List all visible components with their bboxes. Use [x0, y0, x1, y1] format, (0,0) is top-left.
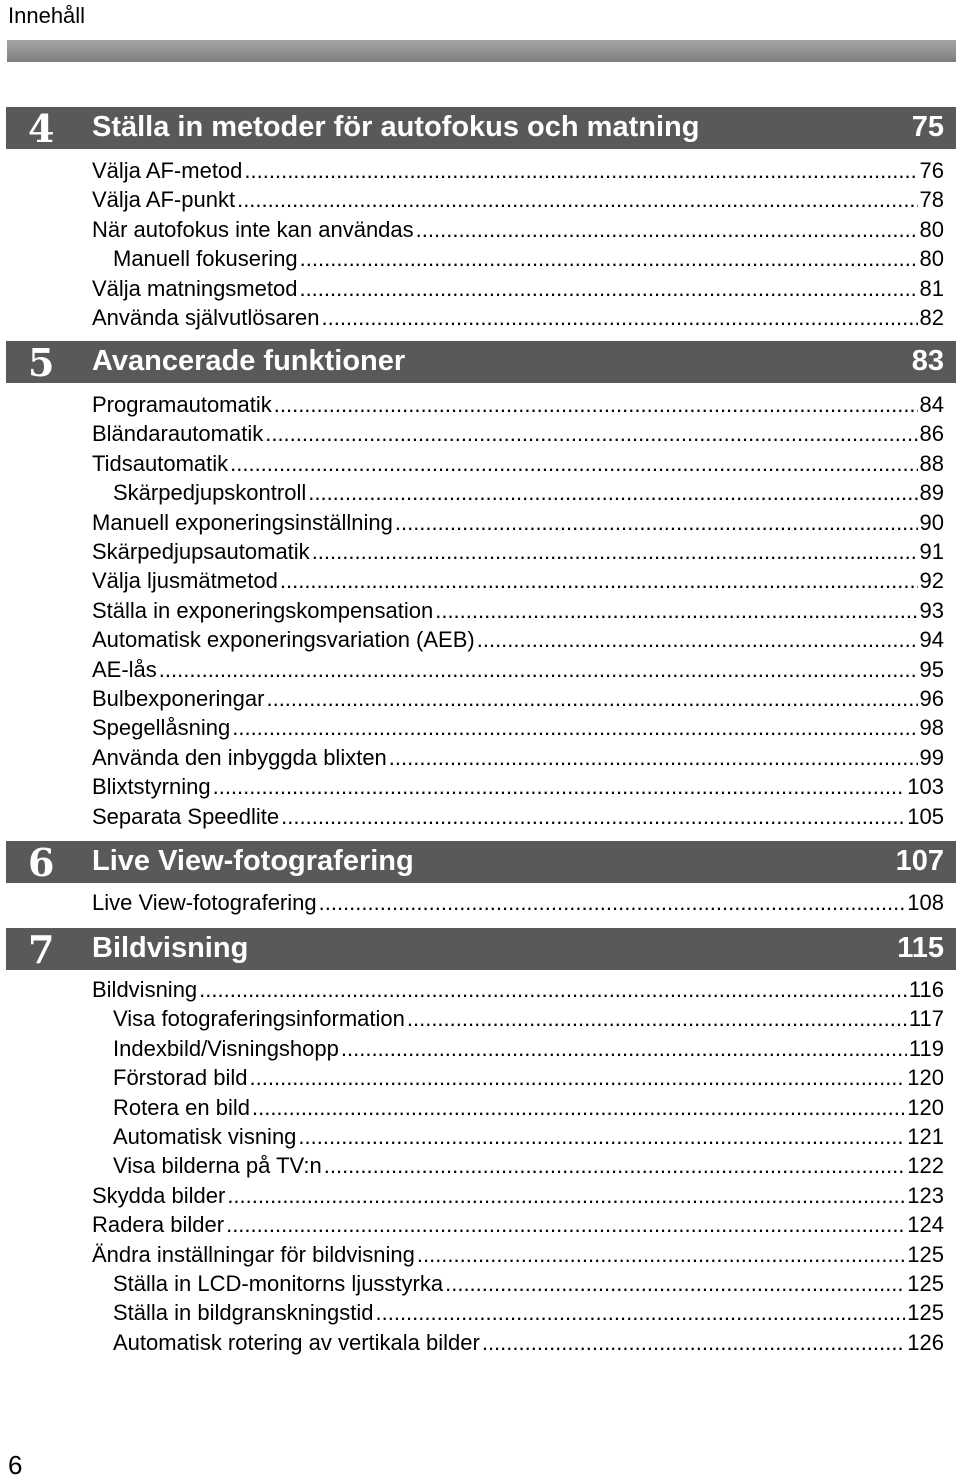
- toc-entry[interactable]: [92, 684, 944, 714]
- toc-entry[interactable]: [92, 655, 944, 685]
- toc-entry-label: Ställa in bildgranskningstid: [113, 1300, 374, 1325]
- chapter-heading-4[interactable]: [6, 107, 956, 149]
- toc-subentry[interactable]: [113, 1034, 944, 1064]
- toc-entry-label: Visa fotograferingsinformation: [113, 1006, 405, 1031]
- toc-entry-label: Välja ljusmätmetod: [92, 568, 278, 593]
- toc-entry-label: Manuell exponeringsinställning: [92, 510, 393, 535]
- toc-subentry[interactable]: [113, 244, 944, 274]
- toc-subentry[interactable]: [113, 1093, 944, 1123]
- toc-entry-page-number: 95: [919, 657, 944, 682]
- toc-entry[interactable]: [92, 1240, 944, 1270]
- toc-entry-label: Skärpedjupskontroll: [113, 480, 307, 505]
- dot-leader: [213, 772, 906, 802]
- toc-entry-label: Spegellåsning: [92, 715, 231, 740]
- toc-entry[interactable]: [92, 1181, 944, 1211]
- toc-entry[interactable]: [92, 303, 944, 333]
- toc-entry-page-number: 94: [919, 627, 944, 652]
- toc-entry[interactable]: [92, 743, 944, 773]
- toc-entry-page-number: 126: [907, 1330, 944, 1355]
- toc-entry-page-number: 120: [907, 1065, 944, 1090]
- toc-entry-label: Ställa in exponeringskompensation: [92, 598, 434, 623]
- toc-entry-page-number: 91: [919, 539, 944, 564]
- toc-entry[interactable]: [92, 390, 944, 420]
- toc-entry[interactable]: [92, 802, 944, 832]
- toc-entry-page-number: 123: [907, 1183, 944, 1208]
- toc-subentry[interactable]: [113, 1151, 944, 1181]
- chapter-number: 6: [28, 840, 55, 885]
- toc-entry-label: Rotera en bild: [113, 1095, 250, 1120]
- toc-entry[interactable]: [92, 1210, 944, 1240]
- dot-leader: [159, 655, 918, 685]
- dot-leader: [482, 1328, 905, 1358]
- toc-entry-label: Bulbexponeringar: [92, 686, 265, 711]
- toc-entry-page-number: 78: [919, 187, 944, 212]
- toc-entry-page-number: 82: [919, 305, 944, 330]
- dot-leader: [395, 508, 918, 538]
- toc-entry-page-number: 81: [919, 276, 944, 301]
- toc-entry-label: Välja matningsmetod: [92, 276, 298, 301]
- toc-entry-label: Automatisk exponeringsvariation (AEB): [92, 627, 475, 652]
- dot-leader: [417, 1240, 905, 1270]
- toc-entry-page-number: 84: [919, 392, 944, 417]
- dot-leader: [445, 1269, 905, 1299]
- chapter-page-number: 75: [911, 111, 944, 143]
- toc-entry[interactable]: [92, 713, 944, 743]
- dot-leader: [252, 1093, 905, 1123]
- toc-entry[interactable]: [92, 215, 944, 245]
- toc-entry-page-number: 125: [907, 1300, 944, 1325]
- toc-entry-page-number: 80: [919, 246, 944, 271]
- toc-entry-label: Skärpedjupsautomatik: [92, 539, 310, 564]
- toc-entry[interactable]: [92, 419, 944, 449]
- toc-entry-page-number: 76: [919, 158, 944, 183]
- dot-leader: [265, 419, 917, 449]
- dot-leader: [376, 1298, 906, 1328]
- toc-entry[interactable]: [92, 185, 944, 215]
- dot-leader: [226, 1210, 905, 1240]
- dot-leader: [300, 244, 918, 274]
- toc-entry-page-number: 89: [919, 480, 944, 505]
- dot-leader: [435, 596, 917, 626]
- toc-entry-label: Automatisk visning: [113, 1124, 297, 1149]
- toc-entry-page-number: 86: [919, 421, 944, 446]
- dot-leader: [299, 274, 917, 304]
- toc-entry[interactable]: [92, 537, 944, 567]
- toc-entry-label: Använda den inbyggda blixten: [92, 745, 387, 770]
- toc-entry[interactable]: [92, 888, 944, 918]
- toc-entry-page-number: 124: [907, 1212, 944, 1237]
- dot-leader: [319, 888, 906, 918]
- toc-entry-label: Programautomatik: [92, 392, 272, 417]
- toc-entry-label: Tidsautomatik: [92, 451, 229, 476]
- dot-leader: [280, 566, 918, 596]
- toc-entry-page-number: 92: [919, 568, 944, 593]
- toc-entry-page-number: 119: [908, 1036, 944, 1061]
- dot-leader: [298, 1122, 905, 1152]
- toc-entry[interactable]: [92, 596, 944, 626]
- toc-entry-page-number: 99: [919, 745, 944, 770]
- toc-entry-label: Blixtstyrning: [92, 774, 211, 799]
- toc-subentry[interactable]: [113, 1122, 944, 1152]
- toc-entry-page-number: 80: [919, 217, 944, 242]
- toc-entry-page-number: 117: [908, 1006, 944, 1031]
- toc-entry-page-number: 105: [907, 804, 944, 829]
- dot-leader: [312, 537, 918, 567]
- toc-entry[interactable]: [92, 975, 944, 1005]
- toc-entry-label: Manuell fokusering: [113, 246, 298, 271]
- chapter-title: Avancerade funktioner: [92, 345, 406, 377]
- chapter-title: Live View-fotografering: [92, 845, 414, 877]
- toc-entry-label: Separata Speedlite: [92, 804, 280, 829]
- toc-entry-label: Bländarautomatik: [92, 421, 264, 446]
- dot-leader: [232, 713, 917, 743]
- toc-entry-page-number: 93: [919, 598, 944, 623]
- dot-leader: [324, 1151, 906, 1181]
- dot-leader: [274, 390, 918, 420]
- toc-entry-label: Välja AF-punkt: [92, 187, 236, 212]
- toc-entry-page-number: 125: [907, 1271, 944, 1296]
- toc-entry[interactable]: [92, 508, 944, 538]
- toc-entry[interactable]: [92, 772, 944, 802]
- toc-entry[interactable]: [92, 156, 944, 186]
- dot-leader: [237, 185, 917, 215]
- header-divider-bar: [7, 40, 956, 62]
- toc-entry-page-number: 96: [919, 686, 944, 711]
- toc-entry-label: Skydda bilder: [92, 1183, 226, 1208]
- toc-entry-label: Ställa in LCD-monitorns ljusstyrka: [113, 1271, 444, 1296]
- toc-entry-label: Live View-fotografering: [92, 890, 317, 915]
- dot-leader: [416, 215, 918, 245]
- chapter-title: Bildvisning: [92, 932, 249, 964]
- toc-subentry[interactable]: [113, 1328, 944, 1358]
- toc-entry[interactable]: [92, 449, 944, 479]
- chapter-number: 5: [28, 340, 55, 385]
- toc-subentry[interactable]: [113, 1004, 944, 1034]
- toc-entry-page-number: 88: [919, 451, 944, 476]
- toc-entry-label: Indexbild/Visningshopp: [113, 1036, 339, 1061]
- toc-entry-page-number: 108: [907, 890, 944, 915]
- toc-entry-page-number: 90: [919, 510, 944, 535]
- toc-entry-label: Bildvisning: [92, 977, 198, 1002]
- toc-entry-page-number: 125: [907, 1242, 944, 1267]
- dot-leader: [227, 1181, 905, 1211]
- toc-entry-page-number: 98: [919, 715, 944, 740]
- chapter-heading-7[interactable]: [6, 928, 956, 970]
- toc-entry-page-number: 122: [907, 1153, 944, 1178]
- chapter-number: 7: [28, 927, 55, 972]
- toc-subentry[interactable]: [113, 1298, 944, 1328]
- dot-leader: [281, 802, 905, 832]
- toc-entry[interactable]: [92, 274, 944, 304]
- toc-entry-page-number: 120: [907, 1095, 944, 1120]
- dot-leader: [266, 684, 917, 714]
- dot-leader: [244, 156, 917, 186]
- toc-entry-label: Förstorad bild: [113, 1065, 248, 1090]
- toc-entry-label: Visa bilderna på TV:n: [113, 1153, 322, 1178]
- chapter-heading-5[interactable]: [6, 341, 956, 383]
- dot-leader: [477, 625, 918, 655]
- toc-entry-label: Automatisk rotering av vertikala bilder: [113, 1330, 480, 1355]
- toc-entry-page-number: 103: [907, 774, 944, 799]
- page-number: 6: [8, 1450, 23, 1480]
- toc-entry-label: Använda självutlösaren: [92, 305, 320, 330]
- chapter-title: Ställa in metoder för autofokus och matning: [92, 111, 700, 143]
- dot-leader: [250, 1063, 906, 1093]
- page-header-title: Innehåll: [8, 3, 86, 28]
- dot-leader: [321, 303, 917, 333]
- toc-entry-label: När autofokus inte kan användas: [92, 217, 414, 242]
- chapter-heading-6[interactable]: [6, 841, 956, 883]
- dot-leader: [389, 743, 918, 773]
- chapter-number: 4: [28, 106, 55, 151]
- toc-entry-label: Ändra inställningar för bildvisning: [92, 1242, 415, 1267]
- dot-leader: [308, 478, 917, 508]
- chapter-page-number: 107: [895, 845, 944, 877]
- toc-subentry[interactable]: [113, 478, 944, 508]
- chapter-page-number: 115: [897, 932, 944, 964]
- toc-subentry[interactable]: [113, 1063, 944, 1093]
- toc-entry-label: Radera bilder: [92, 1212, 225, 1237]
- toc-entry[interactable]: [92, 566, 944, 596]
- toc-entry-label: Välja AF-metod: [92, 158, 243, 183]
- dot-leader: [341, 1034, 907, 1064]
- toc-entry-page-number: 121: [907, 1124, 944, 1149]
- dot-leader: [199, 975, 907, 1005]
- toc-entry[interactable]: [92, 625, 944, 655]
- chapter-page-number: 83: [911, 345, 944, 377]
- dot-leader: [407, 1004, 907, 1034]
- toc-entry-label: AE-lås: [92, 657, 157, 682]
- dot-leader: [230, 449, 917, 479]
- toc-subentry[interactable]: [113, 1269, 944, 1299]
- toc-entry-page-number: 116: [908, 977, 944, 1002]
